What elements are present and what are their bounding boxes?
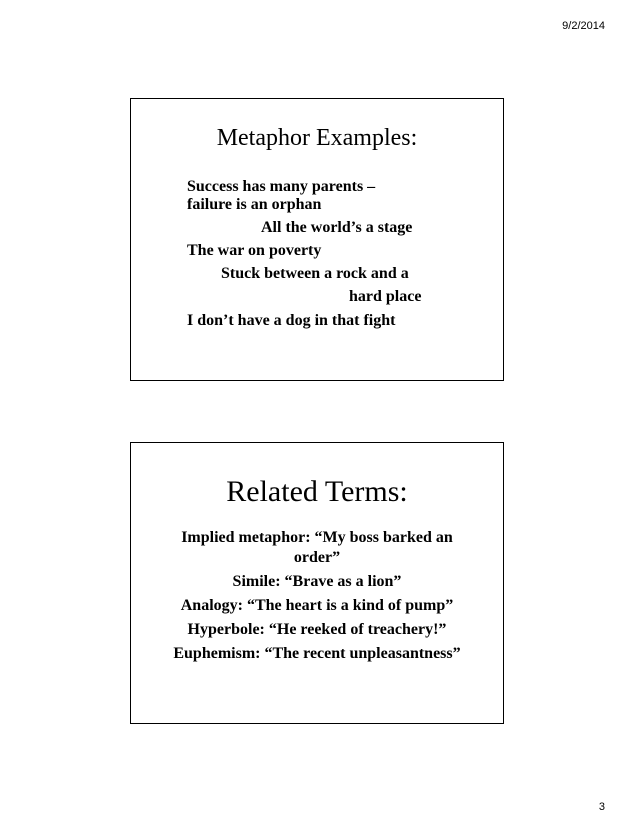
terms-list: [131, 528, 503, 664]
example-line: The war on poverty: [187, 242, 322, 259]
term-line: Analogy: “The heart is a kind of pump”: [180, 597, 454, 614]
example-line: I don’t have a dog in that fight: [187, 312, 396, 329]
example-line: All the world’s a stage: [261, 219, 413, 236]
slide-title: Related Terms:: [226, 475, 408, 508]
example-line: hard place: [349, 288, 422, 305]
term-line: Implied metaphor: “My boss barked an: [181, 529, 453, 546]
page-date: 9/2/2014: [562, 20, 605, 32]
term-line: Hyperbole: “He reeked of treachery!”: [187, 621, 447, 638]
term-line: Simile: “Brave as a lion”: [232, 573, 402, 590]
term-line: order”: [293, 549, 341, 566]
slide-related-terms: [130, 442, 504, 724]
slide-title: Metaphor Examples:: [216, 125, 418, 151]
term-line: Euphemism: “The recent unpleasantness”: [173, 645, 461, 662]
page-number: 3: [598, 801, 605, 813]
example-line: Stuck between a rock and a: [221, 265, 409, 282]
example-line: failure is an orphan: [187, 196, 322, 213]
slide-metaphor-examples: [130, 98, 504, 381]
example-line: Success has many parents –: [187, 178, 376, 195]
